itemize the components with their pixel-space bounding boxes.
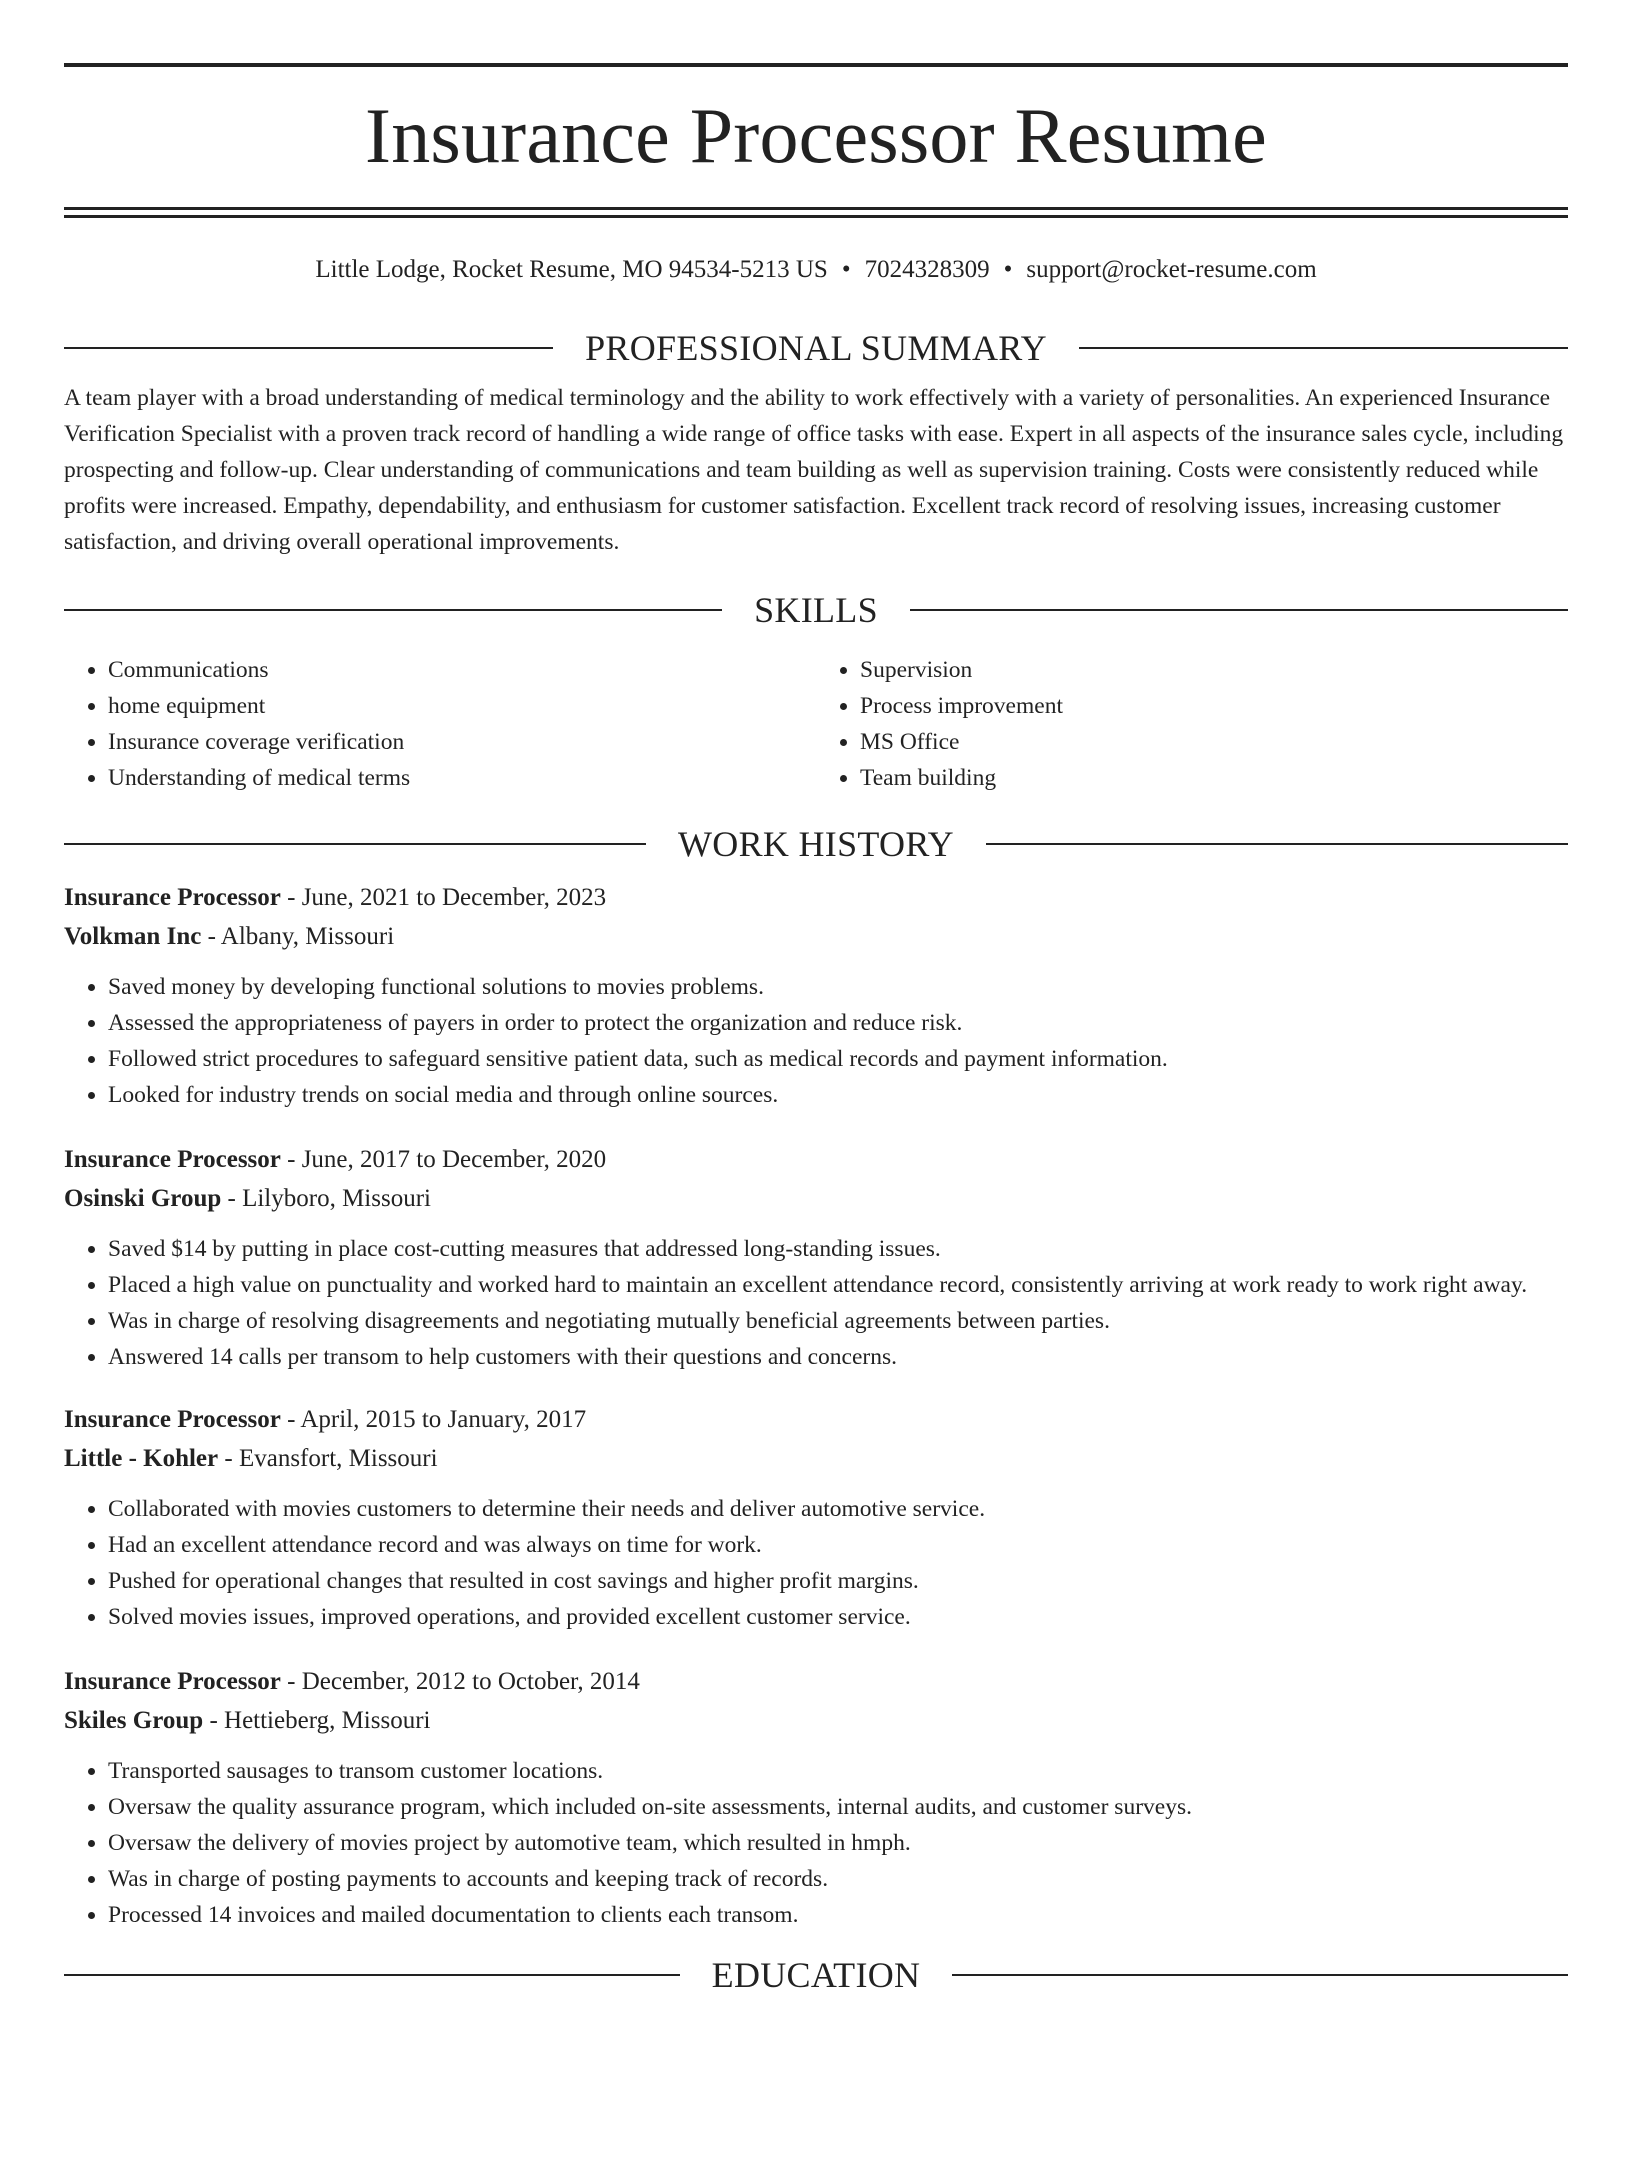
job-bullets — [64, 969, 1568, 1113]
job-title-line — [64, 1667, 1568, 1697]
summary-text: A team player with a broad understanding of medical terminology and the ability to work effectively with a variety of personalities. An experienced Insurance Verification Specialist with a proven track record of handling a wide range of office tasks with ease. Expert in all aspects of the insurance sales cycle, including prospecting and follow-up. Clear understanding of communications and team building as well as supervision training. Costs were consistently reduced while profits were increased. Empathy, dependability, and enthusiasm for customer satisfaction. Excellent track record of resolving issues, increasing customer satisfaction, and driving overall operational improvements. — [64, 385, 1564, 555]
job-bullet: • Saved $14 by putting in place cost-cutting measures that addressed long-standing issues. — [108, 1231, 1568, 1267]
heading-rule — [1079, 347, 1568, 349]
skills-list — [64, 652, 1568, 796]
heading-rule — [986, 843, 1568, 845]
heading-rule — [64, 1974, 680, 1976]
job-company-line — [64, 1444, 1568, 1474]
job-bullet: • Transported sausages to transom customer locations. — [108, 1753, 1568, 1789]
job-location: - Hettieberg, Missouri — [203, 1707, 431, 1734]
job-bullet: • Followed strict procedures to safeguard sensitive patient data, such as medical records and payment information. — [108, 1041, 1568, 1077]
job-title-line — [64, 1145, 1568, 1175]
title-double-rule — [64, 207, 1568, 218]
section-heading-education — [64, 1953, 1568, 1997]
heading-rule — [64, 347, 553, 349]
contact-line — [64, 255, 1568, 285]
skill-item: • MS Office — [860, 724, 1568, 760]
job-entry — [64, 883, 1568, 1113]
section-heading-label: WORK HISTORY — [678, 824, 954, 864]
job-bullets — [64, 1491, 1568, 1635]
heading-rule — [910, 609, 1568, 611]
job-company: Skiles Group — [64, 1707, 204, 1734]
job-bullet: • Was in charge of posting payments to accounts and keeping track of records. — [108, 1861, 1568, 1897]
resume-page — [0, 63, 1632, 2175]
section-heading-label: SKILLS — [754, 590, 878, 630]
skills-column-left — [64, 652, 816, 796]
skill-item: • Communications — [108, 652, 816, 688]
job-location: - Lilyboro, Missouri — [221, 1185, 431, 1212]
job-company: Osinski Group — [64, 1185, 222, 1212]
job-title: Insurance Processor — [64, 884, 281, 911]
skill-item: • Understanding of medical terms — [108, 760, 816, 796]
job-entry — [64, 1405, 1568, 1635]
section-heading-label: PROFESSIONAL SUMMARY — [585, 328, 1047, 368]
heading-rule — [952, 1974, 1568, 1976]
job-bullet: • Oversaw the quality assurance program, which included on-site assessments, internal audits, and customer surveys. — [108, 1789, 1568, 1825]
section-heading-label: EDUCATION — [711, 1955, 921, 1995]
job-entry — [64, 1145, 1568, 1375]
skills-column-right — [816, 652, 1568, 796]
page-title: Insurance Processor Resume — [365, 92, 1267, 179]
job-bullets — [64, 1231, 1568, 1375]
job-dates: - April, 2015 to January, 2017 — [280, 1406, 587, 1433]
job-dates: - June, 2021 to December, 2023 — [280, 884, 607, 911]
job-location: - Evansfort, Missouri — [218, 1445, 438, 1472]
job-location: - Albany, Missouri — [201, 923, 395, 950]
job-company-line — [64, 922, 1568, 952]
job-title: Insurance Processor — [64, 1146, 281, 1173]
contact-address: Little Lodge, Rocket Resume, MO 94534-5213 US — [315, 256, 828, 283]
job-entry — [64, 1667, 1568, 1933]
job-company-line — [64, 1706, 1568, 1736]
job-company: Little - Kohler — [64, 1445, 219, 1472]
job-bullet: • Was in charge of resolving disagreements and negotiating mutually beneficial agreements between parties. — [108, 1303, 1568, 1339]
job-company: Volkman Inc — [64, 923, 202, 950]
job-title: Insurance Processor — [64, 1668, 281, 1695]
job-title-line — [64, 1405, 1568, 1435]
job-bullet: • Assessed the appropriateness of payers in order to protect the organization and reduce risk. — [108, 1005, 1568, 1041]
job-title-line — [64, 883, 1568, 913]
skill-item: • home equipment — [108, 688, 816, 724]
heading-rule — [64, 843, 646, 845]
job-bullet: • Pushed for operational changes that resulted in cost savings and higher profit margins. — [108, 1563, 1568, 1599]
section-heading-summary — [64, 326, 1568, 370]
contact-phone: 7024328309 — [864, 256, 990, 283]
heading-rule — [64, 609, 722, 611]
job-title: Insurance Processor — [64, 1406, 281, 1433]
job-dates: - December, 2012 to October, 2014 — [280, 1668, 640, 1695]
job-company-line — [64, 1184, 1568, 1214]
job-bullet: • Answered 14 calls per transom to help customers with their questions and concerns. — [108, 1339, 1568, 1375]
skill-item: • Insurance coverage verification — [108, 724, 816, 760]
job-bullet: • Oversaw the delivery of movies project by automotive team, which resulted in hmph. — [108, 1825, 1568, 1861]
job-bullet: • Placed a high value on punctuality and worked hard to maintain an excellent attendance record, consistently arriving at work ready to work right away. — [108, 1267, 1568, 1303]
job-bullet: • Solved movies issues, improved operations, and provided excellent customer service. — [108, 1599, 1568, 1635]
contact-email: support@rocket-resume.com — [1026, 256, 1317, 283]
job-bullet: • Processed 14 invoices and mailed documentation to clients each transom. — [108, 1897, 1568, 1933]
skill-item: • Supervision — [860, 652, 1568, 688]
job-bullet: • Collaborated with movies customers to determine their needs and deliver automotive service. — [108, 1491, 1568, 1527]
job-bullet: • Had an excellent attendance record and was always on time for work. — [108, 1527, 1568, 1563]
contact-separator: • — [841, 256, 851, 283]
section-heading-work-history — [64, 822, 1568, 866]
job-bullet: • Looked for industry trends on social media and through online sources. — [108, 1077, 1568, 1113]
contact-separator: • — [1003, 256, 1013, 283]
skill-item: • Process improvement — [860, 688, 1568, 724]
job-dates: - June, 2017 to December, 2020 — [280, 1146, 607, 1173]
top-rule — [64, 63, 1568, 67]
skill-item: • Team building — [860, 760, 1568, 796]
section-heading-skills — [64, 588, 1568, 632]
job-bullets — [64, 1753, 1568, 1933]
job-bullet: • Saved money by developing functional solutions to movies problems. — [108, 969, 1568, 1005]
